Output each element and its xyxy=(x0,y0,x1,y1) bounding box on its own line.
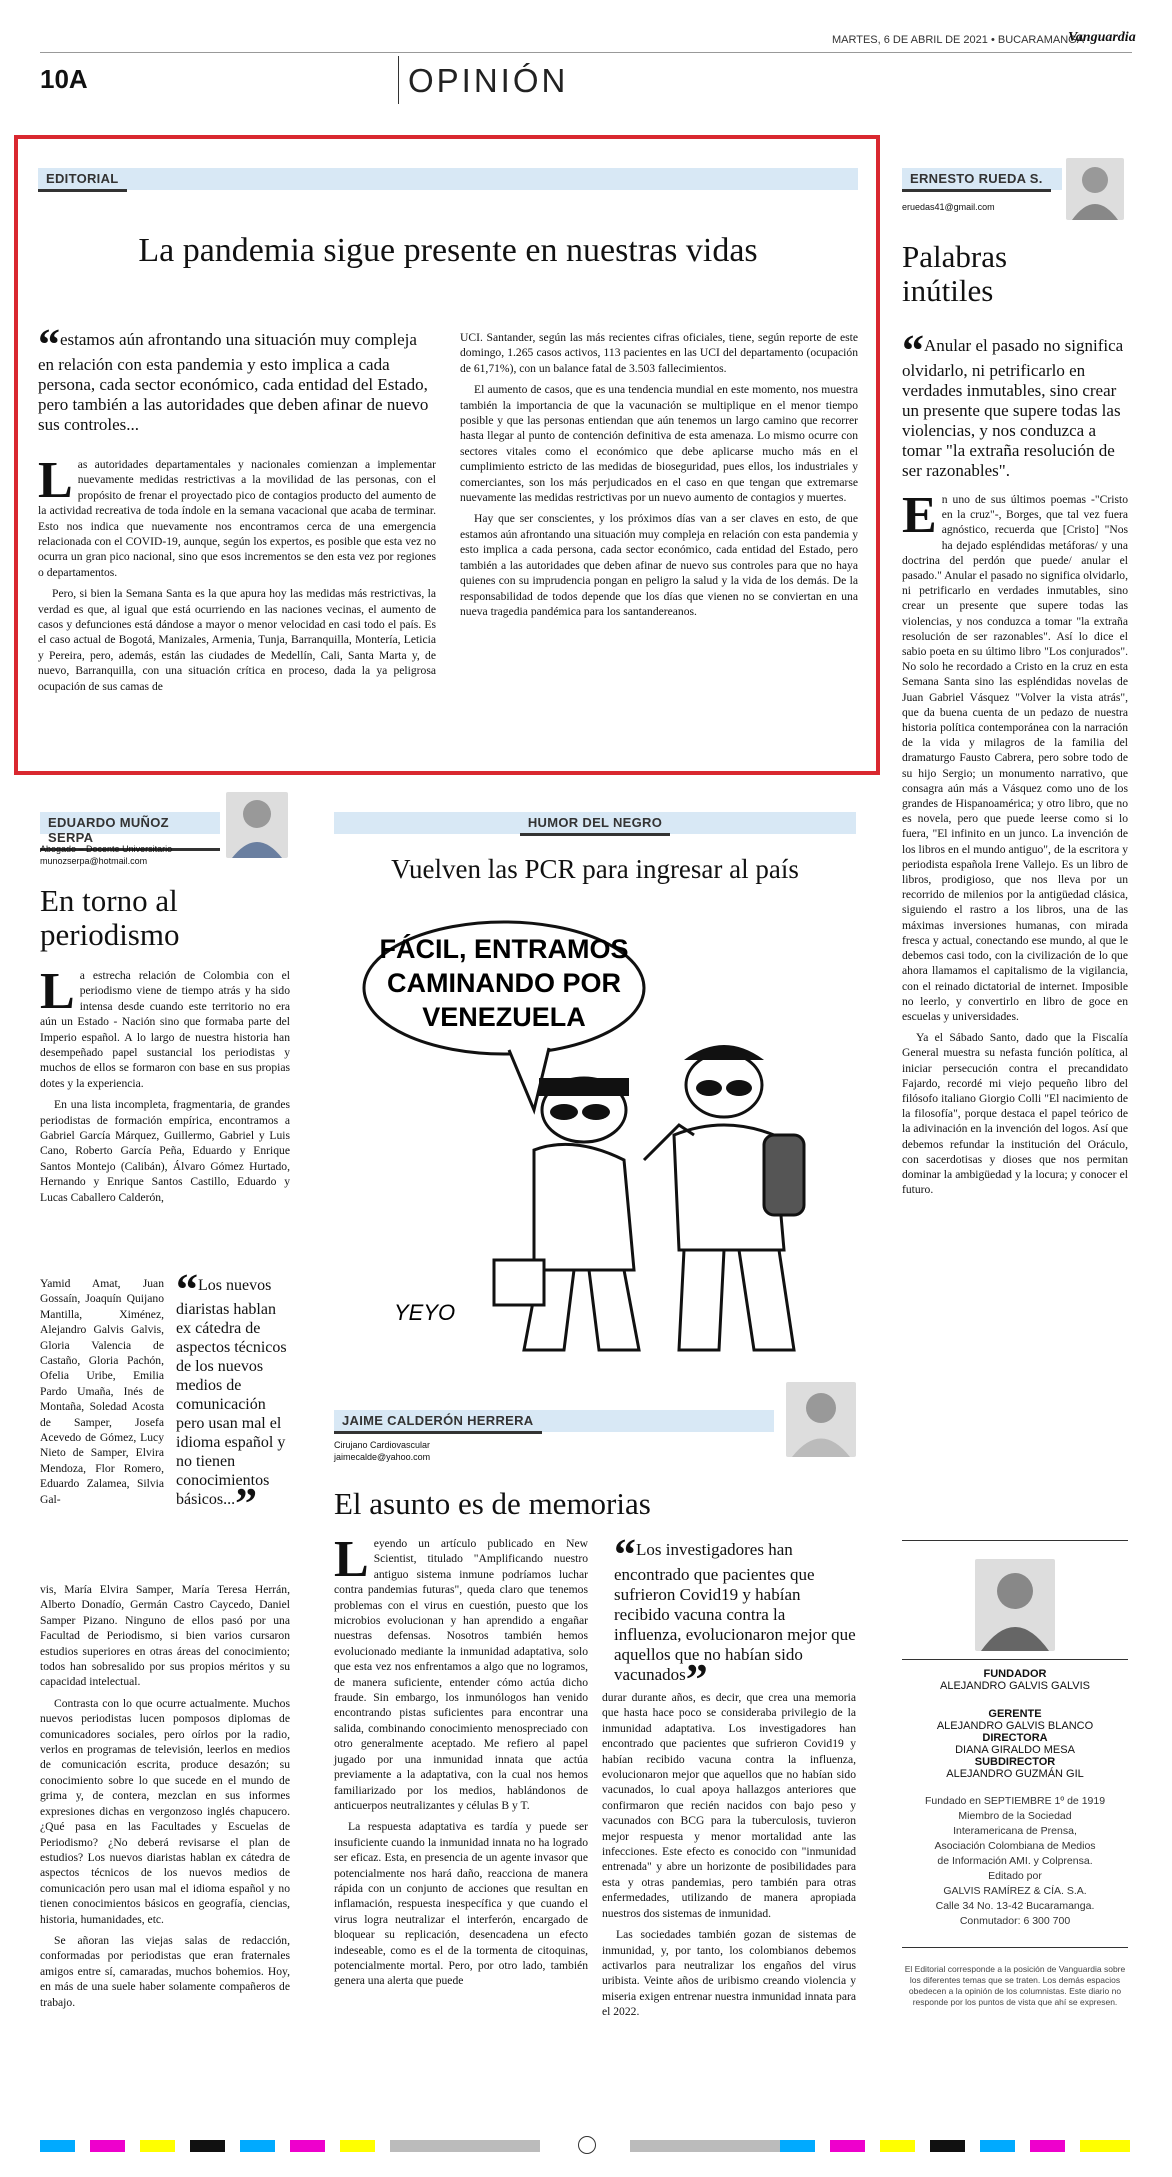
dateline: MARTES, 6 DE ABRIL DE 2021 • BUCARAMANGA xyxy=(832,34,1085,46)
open-quote-icon: “ xyxy=(614,1530,636,1579)
cartoon xyxy=(334,910,856,1365)
info-line: de Información AMI. y Colprensa. xyxy=(937,1855,1093,1867)
editorial-paragraph: UCI. Santander, según las más recientes cifras oficiales, tiene, según reporte de este domingo, 1.265 casos activos, 113 pacientes en las UCI del departamento (ocupación de 61,71%), con un balance fatal de 3.503 fallecimientos. xyxy=(460,331,858,375)
calderon-paragraph: La respuesta adaptativa es tardía y puede ser insuficiente cuando la inmunidad innata no ha logrado ser eficaz. Esta, en presencia de un agente invasor que potencialmente nos hará daño, reacciona de manera rápida con un conjunto de acciones que resultan en inflamación, respuesta inespecífica y que cuando el virus logra neutralizar el interferón, encargado de bloquear su replicación, desencadena un efecto indeseable, como es el de la tormenta de citoquinas, potencialmente mortal. Pero, por otro lado, también genera una alerta que puede xyxy=(334,1820,588,1988)
manager-name: ALEJANDRO GALVIS BLANCO xyxy=(936,1720,1094,1732)
editorial-kicker-label: EDITORIAL xyxy=(38,168,127,192)
manager-label: GERENTE xyxy=(988,1708,1042,1720)
info-line: Calle 34 No. 13-42 Bucaramanga. xyxy=(935,1900,1095,1912)
founder-label: FUNDADOR xyxy=(983,1668,1047,1680)
rueda-title: Palabras inútiles xyxy=(902,239,1008,308)
munoz-pullquote-text: Los nuevos diaristas hablan ex cátedra de aspectos técnicos de los nuevos medios de comunicación pero usan mal el idioma español y no tienen conocimientos básicos... xyxy=(176,1277,287,1508)
munoz-paragraph: La estrecha relación de Colombia con el periodismo viene de tiempo atrás y ha sido intensa desde cuando este territorio no era aún un Estado - Nación sino que formaba parte del Imperio español. A lo largo de nuestra historia han desempeñado papel sustancial los periodistas y muchos de ellos se formaron con base en sus propias dotes y la experiencia. xyxy=(40,963,290,1090)
editorial-col-2 xyxy=(460,330,858,625)
calderon-author: JAIME CALDERÓN HERRERA xyxy=(334,1410,542,1434)
munoz-body-top xyxy=(40,963,290,1205)
info-line: GALVIS RAMÍREZ & CÍA. S.A. xyxy=(943,1885,1087,1897)
munoz-paragraph: Se añoran las viejas salas de redacción, conformadas por periodistas que eran fraternales amigos entre sí, camaradas, muchos bohemios. Hoy, en más de una suele haber solamente compañeros de trabajo. xyxy=(40,1933,290,2009)
bubble-line-2: CAMINANDO POR xyxy=(387,968,621,998)
founder-name: ALEJANDRO GALVIS GALVIS xyxy=(940,1680,1090,1692)
subdirector-name: ALEJANDRO GUZMÁN GIL xyxy=(946,1768,1084,1780)
subdirector-label: SUBDIRECTOR xyxy=(974,1756,1056,1768)
info-line: Conmutador: 6 300 700 xyxy=(959,1915,1071,1927)
calderon-avatar xyxy=(786,1382,856,1457)
rueda-pullquote xyxy=(902,326,1128,481)
calderon-col-2 xyxy=(602,1690,856,2026)
info-line: Fundado en SEPTIEMBRE 1º de 1919 xyxy=(924,1795,1106,1807)
cartoon-signature: YEYO xyxy=(394,1300,456,1325)
person-icon xyxy=(975,1559,1055,1651)
calderon-title: El asunto es de memorias xyxy=(334,1486,651,1521)
munoz-email: munozserpa@hotmail.com xyxy=(40,856,148,866)
calderon-email: jaimecalde@yahoo.com xyxy=(334,1452,431,1462)
editorial-kicker xyxy=(38,168,858,190)
info-line: Miembro de la Sociedad xyxy=(958,1810,1072,1822)
rueda-author: ERNESTO RUEDA S. xyxy=(902,168,1051,192)
print-bar-right xyxy=(630,2140,1130,2152)
director-label: DIRECTORA xyxy=(982,1732,1048,1744)
munoz-paragraph: vis, María Elvira Samper, María Teresa Herrán, Alberto Donadío, Germán Castro Caycedo, Daniel Samper Pizano. Ninguno de ellos pasó por una Facultad de Periodismo, si bien varios cursaron estudios superiores en otras áreas del conocimiento; todos han sobresalido por sus propios méritos y su capacidad intelectual. xyxy=(40,1583,290,1689)
calderon-col-1 xyxy=(334,1531,588,1995)
munoz-body-bottom xyxy=(40,1582,290,2016)
calderon-pullquote xyxy=(614,1530,856,1704)
person-icon xyxy=(786,1382,856,1457)
info-line: Interamericana de Prensa, xyxy=(953,1825,1077,1837)
calderon-role: Cirujano Cardiovascular xyxy=(334,1440,431,1450)
calderon-pullquote-text: Los investigadores han encontrado que pacientes que sufrieron Covid19 y habían recibido vacuna contra la influenza, evolucionaron mejor que aquellos que no habían sido vacunados xyxy=(614,1540,856,1684)
close-quote-icon: ” xyxy=(235,1479,258,1528)
munoz-paragraph: Yamid Amat, Juan Gossaín, Joaquín Quijano Mantilla, Ximénez, Alejandro Galvis Galvis, Gloria Valencia de Castaño, Gloria Pachón, Ofelia Uribe, Emilia Pardo Umaña, Inés de Montaña, Soledad Acosta de Samper, Josefa Acevedo de Gómez, Lucy Nieto de Samper, Elvira Mendoza, Flor Romero, Eduardo Zalamea, Silvia Gal- xyxy=(40,1277,164,1506)
section-divider xyxy=(398,56,399,104)
open-quote-icon: “ xyxy=(176,1265,198,1314)
editorial-pullquote xyxy=(38,320,436,435)
humor-kicker-label: HUMOR DEL NEGRO xyxy=(520,812,670,836)
rueda-body xyxy=(902,487,1128,1203)
rueda-avatar xyxy=(1066,158,1124,220)
cartoon-illustration xyxy=(334,910,856,1365)
editorial-paragraph: Pero, si bien la Semana Santa es la que apura hoy las medidas más restrictivas, la verdad es que, al igual que está ocurriendo en las naciones vecinas, el aumento de casos y defunciones está dándose a mayor o menor velocidad en casi todo el país. Es el caso actual de Bogotá, Manizales, Armenia, Tunja, Barranquilla, Montería, Leticia y Pereira, pero, además, están las ciudades de Medellín, Cali, Santa Marta y, de nuevo, Barranquilla, con una situación crítica en proceso, dada la ya peligrosa ocupación de sus camas de xyxy=(38,587,436,693)
calderon-kicker xyxy=(334,1410,774,1432)
open-quote-icon: “ xyxy=(902,326,924,375)
editorial-paragraph: El aumento de casos, que es una tendencia mundial en este momento, nos muestra también la importancia de que la vacunación se multiplique en el menor tiempo posible y que las personas entiendan que aún tenemos un largo camino que recorrer hasta llegar al punto de contención definitiva de esta amenaza. Lo mismo ocurre con sectores vitales como el económico que debe aplicarse mucho más en el cumplimiento estricto de las medidas de bioseguridad, pues ellos, los industriales y comerciantes, son los más perjudicados en el caso en que tengan que extremarse nuevamente las medidas restrictivas por un nuevo aumento de contagios y muertes. xyxy=(460,383,858,505)
registration-mark-icon xyxy=(578,2136,596,2154)
editorial-paragraph: Hay que ser conscientes, y los próximos días van a ser claves en esto, de que estamos aún afrontando una situación muy compleja en relación con esta pandemia y esto implica a cada persona, cada sector económico, cada entidad del Estado, pero también a las autoridades que deben afinar de nuevo sus controles para que no haya quienes con su imprudencia pongan en peligro la salud y la vida de los demás. De la responsabilidad de todos depende que los días que vienen no se conviertan en una nueva tragedia pandémica para los santandereanos. xyxy=(460,512,858,618)
munoz-kicker xyxy=(40,812,220,845)
masthead xyxy=(902,1540,1128,2008)
munoz-role: Abogado – Docente Universitario xyxy=(40,844,173,854)
page-number: 10A xyxy=(40,64,88,94)
editorial-pullquote-text: estamos aún afrontando una situación muy compleja en relación con esta pandemia y esto implica a cada persona, cada sector económico, cada entidad del Estado, pero también a las autoridades que deben afinar de nuevo sus controles... xyxy=(38,330,429,434)
rueda-pullquote-text: Anular el pasado no significa olvidarlo, ni petrificarlo en verdades inmutables, sino crear un presente que supere todas las violencias, y nos conduzca a tomar "la extraña resolución de ser razonables". xyxy=(902,336,1124,480)
humor-title: Vuelven las PCR para ingresar al país xyxy=(391,854,799,884)
brand-logo: Vanguardia xyxy=(1068,30,1136,45)
director-name: DIANA GIRALDO MESA xyxy=(955,1744,1075,1756)
editorial-paragraph: Las autoridades departamentales y nacionales comienzan a implementar nuevamente medidas restrictivas a la movilidad de las personas, con el propósito de frenar el proyectado pico de contagios producto del aumento de la actividad recreativa de toda índole en la semana vacacional que acaba de terminar. Esto nos indica que nuevamente nos encontramos cerca de una emergencia relacionada con el COVID-19, aunque, según los expertos, es posible que esta vez no ocurra un gran pico nacional, sino que esos incrementos se den esta vez por regiones o departamentos. xyxy=(38,452,436,579)
section-title: OPINIÓN xyxy=(408,62,569,99)
bubble-line-3: VENEZUELA xyxy=(422,1002,586,1032)
person-icon xyxy=(1066,158,1124,220)
calderon-paragraph: Leyendo un artículo publicado en New Scientist, titulado "Amplificando nuestro antiguo sistema inmune podríamos luchar contra pandemias futuras", queda claro que tenemos problemas con el virus en cuestión, puesto que los microbios evolucionan y han aprendido a engañar nuestras defensas. Nosotros también hemos evolucionado mediante la inmunidad adaptativa, solo que esta vez nos enfrentamos a algo que no logramos, de manera suficiente, entender cómo actúa dicho fraude. Sin embargo, los inmunólogos han venido encontrando pistas suficientes para encontrar una salida, combinando conocimiento menospreciado con otro generalmente aceptado. Me refiero al papel jugado por una inmunidad innata que actúa previamente a la adaptativa, con la cual nos hemos familiarizado por los medios, hablándonos de anticuerpos neutralizantes y células B y T. xyxy=(334,1531,588,1812)
info-line: Asociación Colombiana de Medios xyxy=(934,1840,1096,1852)
editorial-col-1 xyxy=(38,320,436,700)
munoz-title: En torno al periodismo xyxy=(40,883,180,952)
munoz-author: EDUARDO MUÑOZ SERPA xyxy=(40,812,220,851)
bubble-line-1: FÁCIL, ENTRAMOS xyxy=(379,934,629,964)
person-icon xyxy=(226,792,288,858)
masthead-rule xyxy=(902,1659,1128,1660)
calderon-paragraph: durar durante años, es decir, que crea una memoria que hasta hace poco se consideraba privilegio de la inmunidad adaptativa. Los investigadores han encontrado que pacientes que sufrieron Covid19 y habían recibido vacuna contra la influenza, evolucionaron mejor que aquellos que no habían sido vacunados, lo cual apoya hallazgos anteriores que confirmaron que recién nacidos con bajo peso y vacunados con BCG para la tuberculosis, tuvieron mejor respuesta y menor mortalidad ante las infecciones. Este efecto es conocido con "inmunidad entrenada" y abre un horizonte de posibilidades para esta y otras pandemias, pero también para otras enfermedades, utilizando de manera apropiada nuestros dos sistemas de inmunidad. xyxy=(602,1691,856,1920)
info-line: Editado por xyxy=(988,1870,1042,1882)
print-bar-left xyxy=(40,2140,540,2152)
masthead-bottom-rule xyxy=(902,1947,1128,1948)
munoz-avatar xyxy=(226,792,288,858)
munoz-pullquote xyxy=(176,1265,290,1528)
disclaimer: El Editorial corresponde a la posición de Vanguardia sobre los diferentes temas que se traten. Los demás espacios obedecen a la opinión de los columnistas. Este diario no responde por los puntos de vista que ahí se expresen. xyxy=(904,1964,1126,2007)
masthead-info xyxy=(902,1794,1128,1929)
founder-portrait xyxy=(975,1559,1055,1651)
rueda-kicker xyxy=(902,168,1062,190)
munoz-paragraph: Contrasta con lo que ocurre actualmente. Muchos nuevos periodistas lucen pomposos diplomas de comunicadores sociales, pero oírlos por la radio, verlos en programas de televisión, leerlos en medios de comunicación escrita, produce desazón; su conocimiento sobre lo que sucede en el mundo de grima y, de contera, mezclan en sus informes expresiones dichas en vergonzoso inglés chapucero. ¿Qué pasa en las Facultades y Escuelas de Periodismo? ¿No deberá revisarse el plan de estudios? Los nuevos diaristas hablan ex cátedra de aspectos técnicos de los nuevos medios de comunicación pero usan mal el idioma español y no tienen conocimientos básicos en geografía, ciencias, historia, humanidades, etc. xyxy=(40,1696,290,1926)
masthead-top-rule xyxy=(902,1540,1128,1541)
rueda-paragraph: En uno de sus últimos poemas -"Cristo en la cruz"-, Borges, que tal vez fuera agnóstico, recuerda que [Cristo] "Nos ha dejado espléndidas metáforas/ y una doctrina del perdón que puede/ anular el pasado." Anular el pasado no significa olvidarlo, ni petrificarlo en verdades inmutables, sino crear un presente que supere todas las violencias, y nos conduzca a tomar "la extraña resolución de ser razonables". Así lo dice el sabio poeta en su último libro "Los conjurados". No solo he recordado a Cristo en la cruz en esta Semana Santa sino las espléndidas novelas de Juan Gabriel Vásquez "Volver la vista atrás", que da buena cuenta de un pedazo de nuestra historia política contemporánea con la narración de la vida y milagros de la familia del dramaturgo Fausto Cabrera, pero sobre todo de su hijo Sergio; un monumento narrativo, que consagra aún más a Vásquez como uno de los grandes de Hispanoamérica; y otro libro, que no es novela, pero que puede leerse como si lo fuera, "El infinito en un junco. La invención de los libros en el mundo antiguo", de la escritora y periodista española Irene Vallejo. Es un libro de libros, prodigioso, que nos lleva por un recorrido de milenios por la antigüedad clásica, siguiendo el rastro a los libros, una de las máximas inversiones humanas, con mirada fresca y actual, conectando ese mundo, al que le debemos casi todo, con la civilización de lo que ahora llamamos el capitalismo de la vigilancia, con el reinado dictatorial de internet. Imposible no leerlo, y convertirlo en libro de goce en escuelas y universidades. xyxy=(902,487,1128,1023)
rueda-paragraph: Ya el Sábado Santo, dado que la Fiscalía General muestra su nefasta función política, al iniciar persecución contra el precandidato Fajardo, recordé mi viejo pequeño libro del filósofo italiano Giorgio Colli "El nacimiento de la filosofía", porque destaca el papel teórico de la adivinación en la invención del logos. Así que debemos refundar la institución del Oráculo, con sacerdotisas y dioses que nos permitan dominar la ambigüedad y la locura; y conocer el futuro. xyxy=(902,1031,1128,1197)
calderon-paragraph: Las sociedades también gozan de sistemas de inmunidad, y, por tanto, los colombianos debemos activarlos para neutralizar los engaños del virus uribista. Veinte años de uribismo creando violencia y miseria exigen entrenar nuestra inmunidad innata para el 2022. xyxy=(602,1928,856,2019)
munoz-body-narrow xyxy=(40,1276,164,1507)
rueda-email: eruedas41@gmail.com xyxy=(902,202,995,212)
humor-kicker xyxy=(334,812,856,834)
close-quote-icon: ” xyxy=(685,1655,708,1704)
editorial-title: La pandemia sigue presente en nuestras vidas xyxy=(138,232,758,269)
open-quote-icon: “ xyxy=(38,320,60,369)
header-rule xyxy=(40,52,1132,53)
munoz-paragraph: En una lista incompleta, fragmentaria, de grandes periodistas de formación empírica, encontramos a Gabriel García Márquez, Guillermo, Gabriel y Luis Cano, Roberto García Peña, Eduardo y Enrique Santos Montejo (Calibán), Álvaro Gómez Hurtado, Hernando y Enrique Santos Castillo, Eduardo y Lucas Caballero Calderón, xyxy=(40,1098,290,1204)
